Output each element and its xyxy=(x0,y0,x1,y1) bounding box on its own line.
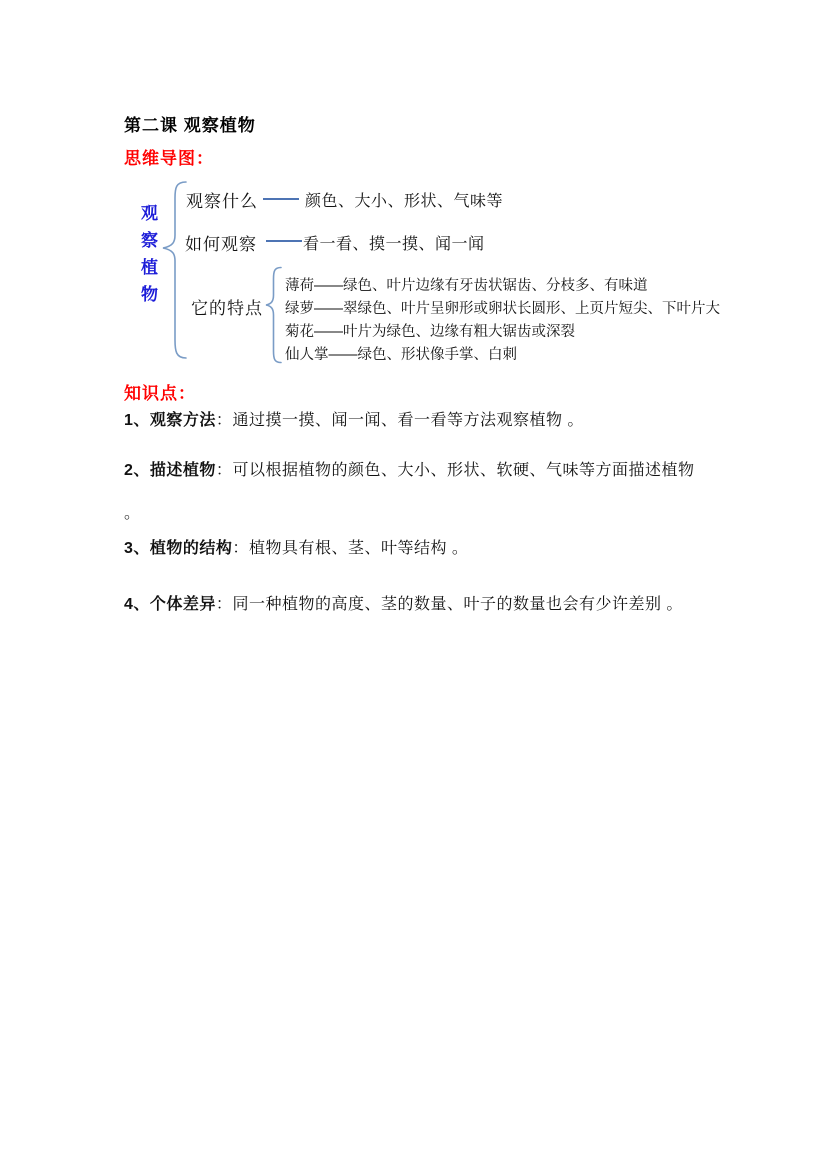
feature-list xyxy=(285,275,720,367)
branch-value-what-to-observe: 颜色、大小、形状、气味等 xyxy=(305,193,504,210)
feature-pothos: 绿萝——翠绿色、叶片呈卵形或卵状长圆形、上页片短尖、下叶片大 xyxy=(285,301,720,317)
features-brace-icon xyxy=(264,266,284,364)
page-title: 第二课 观察植物 xyxy=(124,116,256,135)
item-colon: ： xyxy=(232,540,249,557)
item-text: 通过摸一摸、闻一闻、看一看等方法观察植物 。 xyxy=(232,412,584,429)
mindmap xyxy=(124,178,784,378)
connector-line-icon xyxy=(266,240,302,242)
item-colon: ： xyxy=(215,412,233,429)
knowledge-heading: 知识点： xyxy=(124,384,196,403)
main-brace-icon xyxy=(160,180,188,360)
item-title: 个体差异 xyxy=(149,596,216,613)
item-colon: ： xyxy=(215,462,233,479)
knowledge-item-2 xyxy=(124,460,764,525)
branch-label-what-to-observe: 观察什么 xyxy=(186,192,258,211)
feature-mint: 薄荷——绿色、叶片边缘有牙齿状锯齿、分枝多、有味道 xyxy=(285,278,648,294)
branch-value-how-to-observe: 看一看、摸一摸、闻一闻 xyxy=(303,236,485,253)
item-title: 描述植物 xyxy=(149,462,216,479)
item-number: 2、 xyxy=(124,462,150,479)
knowledge-item-1 xyxy=(124,410,764,432)
branch-label-its-features: 它的特点 xyxy=(191,299,263,318)
item-title: 观察方法 xyxy=(149,412,216,429)
item-text-overflow: 。 xyxy=(124,505,141,522)
item-number: 4、 xyxy=(124,596,150,613)
feature-cactus: 仙人掌——绿色、形状像手掌、白刺 xyxy=(285,347,517,363)
item-number: 1、 xyxy=(124,412,150,429)
mindmap-heading: 思维导图： xyxy=(124,149,214,168)
knowledge-item-4 xyxy=(124,594,764,616)
item-text: 可以根据植物的颜色、大小、形状、软硬、气味等方面描述植物 xyxy=(232,462,695,479)
knowledge-item-3 xyxy=(124,538,764,560)
feature-chrysanthemum: 菊花——叶片为绿色、边缘有粗大锯齿或深裂 xyxy=(285,324,575,340)
mindmap-root-label: 观察植物 xyxy=(138,204,157,312)
item-number: 3、 xyxy=(124,540,150,557)
connector-line-icon xyxy=(263,198,299,200)
item-text: 植物具有根、茎、叶等结构 。 xyxy=(248,540,469,557)
item-colon: ： xyxy=(215,596,233,613)
item-title: 植物的结构 xyxy=(149,540,233,557)
branch-label-how-to-observe: 如何观察 xyxy=(185,235,257,254)
item-text: 同一种植物的高度、茎的数量、叶子的数量也会有少许差别 。 xyxy=(232,596,683,613)
